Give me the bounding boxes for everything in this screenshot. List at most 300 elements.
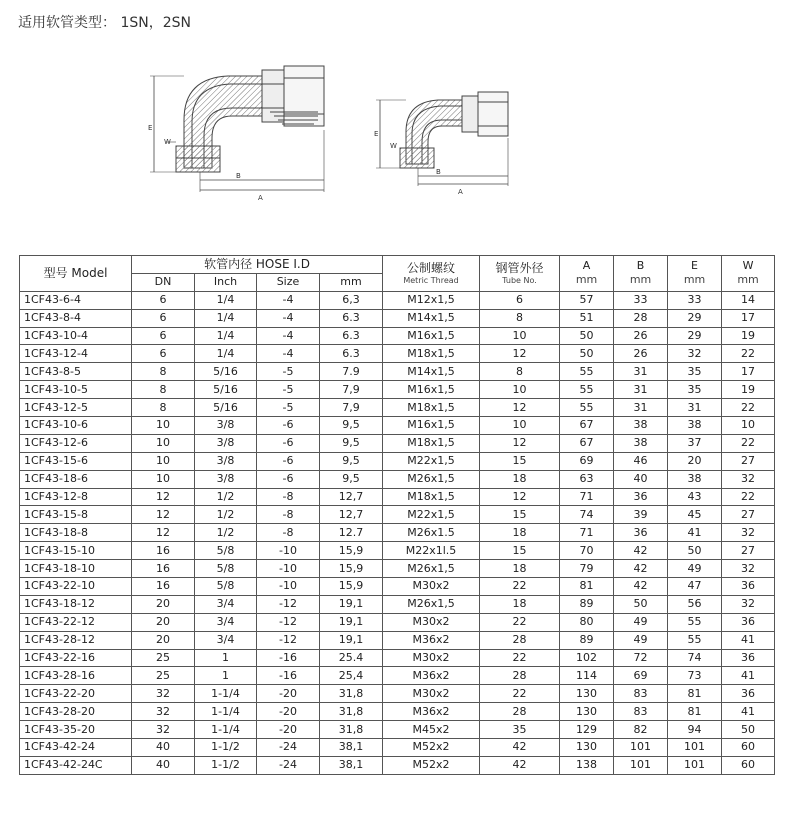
cell-b: 36 bbox=[614, 524, 668, 542]
cell-b: 101 bbox=[614, 739, 668, 757]
cell-a: 69 bbox=[560, 452, 614, 470]
cell-thread: M30x2 bbox=[383, 578, 480, 596]
cell-a: 67 bbox=[560, 417, 614, 435]
cell-model: 1CF43-42-24C bbox=[20, 756, 132, 774]
col-model-header: 型号 Model bbox=[20, 256, 132, 292]
cell-dn: 6 bbox=[132, 309, 195, 327]
cell-dn: 6 bbox=[132, 291, 195, 309]
cell-dn: 40 bbox=[132, 739, 195, 757]
cell-inch: 1-1/4 bbox=[195, 721, 257, 739]
cell-tube: 8 bbox=[480, 363, 560, 381]
cell-e: 45 bbox=[668, 506, 722, 524]
cell-w: 17 bbox=[722, 363, 775, 381]
table-row bbox=[20, 703, 775, 721]
cell-model: 1CF43-22-12 bbox=[20, 613, 132, 631]
cell-b: 31 bbox=[614, 381, 668, 399]
cell-inch: 1/4 bbox=[195, 309, 257, 327]
cell-w: 36 bbox=[722, 685, 775, 703]
cell-e: 29 bbox=[668, 309, 722, 327]
cell-e: 32 bbox=[668, 345, 722, 363]
cell-tube: 10 bbox=[480, 381, 560, 399]
cell-b: 72 bbox=[614, 649, 668, 667]
table-row bbox=[20, 542, 775, 560]
table-row bbox=[20, 506, 775, 524]
cell-mm: 25,4 bbox=[320, 667, 383, 685]
cell-size: -12 bbox=[257, 613, 320, 631]
cell-mm: 19,1 bbox=[320, 595, 383, 613]
cell-tube: 12 bbox=[480, 345, 560, 363]
cell-inch: 3/8 bbox=[195, 417, 257, 435]
table-row bbox=[20, 345, 775, 363]
cell-w: 27 bbox=[722, 506, 775, 524]
cell-dn: 16 bbox=[132, 578, 195, 596]
cell-size: -12 bbox=[257, 631, 320, 649]
cell-thread: M36x2 bbox=[383, 631, 480, 649]
cell-mm: 6.3 bbox=[320, 327, 383, 345]
cell-size: -20 bbox=[257, 703, 320, 721]
cell-thread: M30x2 bbox=[383, 613, 480, 631]
cell-inch: 1-1/4 bbox=[195, 685, 257, 703]
cell-model: 1CF43-28-20 bbox=[20, 703, 132, 721]
cell-inch: 1/4 bbox=[195, 345, 257, 363]
cell-mm: 9,5 bbox=[320, 417, 383, 435]
dim-w-label-small: W bbox=[390, 142, 397, 150]
table-row bbox=[20, 631, 775, 649]
cell-w: 41 bbox=[722, 703, 775, 721]
cell-size: -6 bbox=[257, 452, 320, 470]
cell-tube: 42 bbox=[480, 739, 560, 757]
cell-w: 22 bbox=[722, 434, 775, 452]
cell-a: 81 bbox=[560, 578, 614, 596]
cell-a: 55 bbox=[560, 381, 614, 399]
cell-tube: 35 bbox=[480, 721, 560, 739]
cell-mm: 6.3 bbox=[320, 345, 383, 363]
cell-w: 36 bbox=[722, 613, 775, 631]
cell-thread: M14x1,5 bbox=[383, 309, 480, 327]
cell-model: 1CF43-15-8 bbox=[20, 506, 132, 524]
table-row bbox=[20, 327, 775, 345]
cell-tube: 15 bbox=[480, 506, 560, 524]
cell-model: 1CF43-10-5 bbox=[20, 381, 132, 399]
cell-tube: 28 bbox=[480, 703, 560, 721]
col-thread-header: 公制螺纹 Metric Thread bbox=[383, 256, 480, 292]
cell-model: 1CF43-18-8 bbox=[20, 524, 132, 542]
cell-size: -4 bbox=[257, 291, 320, 309]
cell-dn: 10 bbox=[132, 470, 195, 488]
cell-tube: 18 bbox=[480, 595, 560, 613]
table-row bbox=[20, 685, 775, 703]
cell-e: 81 bbox=[668, 703, 722, 721]
cell-model: 1CF43-22-20 bbox=[20, 685, 132, 703]
cell-thread: M30x2 bbox=[383, 649, 480, 667]
cell-model: 1CF43-28-16 bbox=[20, 667, 132, 685]
cell-dn: 6 bbox=[132, 345, 195, 363]
cell-tube: 42 bbox=[480, 756, 560, 774]
cell-model: 1CF43-18-6 bbox=[20, 470, 132, 488]
cell-w: 36 bbox=[722, 578, 775, 596]
cell-w: 32 bbox=[722, 560, 775, 578]
table-row bbox=[20, 721, 775, 739]
cell-inch: 5/16 bbox=[195, 381, 257, 399]
cell-thread: M45x2 bbox=[383, 721, 480, 739]
cell-w: 41 bbox=[722, 667, 775, 685]
cell-a: 57 bbox=[560, 291, 614, 309]
cell-inch: 1 bbox=[195, 649, 257, 667]
cell-tube: 12 bbox=[480, 434, 560, 452]
cell-a: 70 bbox=[560, 542, 614, 560]
page-title: 适用软管类型： 1SN，2SN bbox=[18, 15, 191, 31]
cell-mm: 31,8 bbox=[320, 703, 383, 721]
cell-w: 32 bbox=[722, 595, 775, 613]
cell-tube: 22 bbox=[480, 685, 560, 703]
cell-b: 38 bbox=[614, 434, 668, 452]
cell-inch: 5/8 bbox=[195, 560, 257, 578]
table-row bbox=[20, 381, 775, 399]
cell-a: 130 bbox=[560, 739, 614, 757]
cell-mm: 12,7 bbox=[320, 506, 383, 524]
cell-dn: 25 bbox=[132, 667, 195, 685]
cell-thread: M16x1,5 bbox=[383, 417, 480, 435]
cell-e: 56 bbox=[668, 595, 722, 613]
cell-b: 42 bbox=[614, 542, 668, 560]
cell-dn: 20 bbox=[132, 613, 195, 631]
cell-w: 41 bbox=[722, 631, 775, 649]
cell-tube: 28 bbox=[480, 631, 560, 649]
cell-model: 1CF43-12-8 bbox=[20, 488, 132, 506]
cell-dn: 8 bbox=[132, 399, 195, 417]
cell-size: -4 bbox=[257, 327, 320, 345]
cell-b: 69 bbox=[614, 667, 668, 685]
cell-size: -16 bbox=[257, 667, 320, 685]
cell-inch: 1/4 bbox=[195, 291, 257, 309]
cell-e: 33 bbox=[668, 291, 722, 309]
cell-thread: M18x1,5 bbox=[383, 399, 480, 417]
cell-a: 74 bbox=[560, 506, 614, 524]
cell-inch: 1-1/2 bbox=[195, 756, 257, 774]
cell-tube: 15 bbox=[480, 542, 560, 560]
cell-tube: 8 bbox=[480, 309, 560, 327]
cell-inch: 5/16 bbox=[195, 399, 257, 417]
cell-e: 20 bbox=[668, 452, 722, 470]
cell-w: 36 bbox=[722, 649, 775, 667]
cell-size: -8 bbox=[257, 488, 320, 506]
cell-model: 1CF43-28-12 bbox=[20, 631, 132, 649]
cell-model: 1CF43-10-4 bbox=[20, 327, 132, 345]
cell-inch: 5/16 bbox=[195, 363, 257, 381]
col-size-header: Size bbox=[257, 273, 320, 291]
cell-e: 73 bbox=[668, 667, 722, 685]
cell-mm: 7,9 bbox=[320, 399, 383, 417]
cell-a: 80 bbox=[560, 613, 614, 631]
cell-size: -5 bbox=[257, 363, 320, 381]
cell-b: 39 bbox=[614, 506, 668, 524]
cell-size: -4 bbox=[257, 309, 320, 327]
table-row bbox=[20, 560, 775, 578]
cell-a: 55 bbox=[560, 363, 614, 381]
col-b-header: B mm bbox=[614, 256, 668, 292]
cell-size: -10 bbox=[257, 560, 320, 578]
cell-w: 27 bbox=[722, 452, 775, 470]
cell-thread: M12x1,5 bbox=[383, 291, 480, 309]
cell-size: -8 bbox=[257, 524, 320, 542]
cell-e: 50 bbox=[668, 542, 722, 560]
cell-dn: 32 bbox=[132, 685, 195, 703]
cell-inch: 3/4 bbox=[195, 613, 257, 631]
cell-size: -24 bbox=[257, 756, 320, 774]
cell-e: 94 bbox=[668, 721, 722, 739]
cell-b: 31 bbox=[614, 363, 668, 381]
cell-dn: 6 bbox=[132, 327, 195, 345]
cell-b: 40 bbox=[614, 470, 668, 488]
cell-dn: 16 bbox=[132, 542, 195, 560]
cell-e: 37 bbox=[668, 434, 722, 452]
cell-dn: 10 bbox=[132, 434, 195, 452]
cell-tube: 10 bbox=[480, 327, 560, 345]
cell-dn: 10 bbox=[132, 452, 195, 470]
cell-mm: 31,8 bbox=[320, 685, 383, 703]
dim-w-label: W bbox=[164, 138, 171, 146]
cell-inch: 1/2 bbox=[195, 488, 257, 506]
cell-inch: 1/4 bbox=[195, 327, 257, 345]
cell-thread: M52x2 bbox=[383, 739, 480, 757]
cell-size: -6 bbox=[257, 434, 320, 452]
col-w-header: W mm bbox=[722, 256, 775, 292]
cell-b: 26 bbox=[614, 327, 668, 345]
cell-a: 55 bbox=[560, 399, 614, 417]
cell-a: 130 bbox=[560, 703, 614, 721]
cell-b: 31 bbox=[614, 399, 668, 417]
cell-model: 1CF43-8-4 bbox=[20, 309, 132, 327]
cell-e: 49 bbox=[668, 560, 722, 578]
col-inch-header: Inch bbox=[195, 273, 257, 291]
cell-thread: M26x1.5 bbox=[383, 524, 480, 542]
cell-mm: 25.4 bbox=[320, 649, 383, 667]
cell-tube: 12 bbox=[480, 488, 560, 506]
dim-e-label: E bbox=[148, 124, 153, 132]
cell-w: 32 bbox=[722, 524, 775, 542]
cell-inch: 1/2 bbox=[195, 524, 257, 542]
cell-mm: 7.9 bbox=[320, 363, 383, 381]
cell-dn: 32 bbox=[132, 721, 195, 739]
cell-e: 43 bbox=[668, 488, 722, 506]
cell-a: 71 bbox=[560, 488, 614, 506]
cell-a: 71 bbox=[560, 524, 614, 542]
cell-inch: 3/8 bbox=[195, 452, 257, 470]
cell-b: 49 bbox=[614, 631, 668, 649]
cell-w: 17 bbox=[722, 309, 775, 327]
col-e-header: E mm bbox=[668, 256, 722, 292]
cell-model: 1CF43-6-4 bbox=[20, 291, 132, 309]
cell-a: 129 bbox=[560, 721, 614, 739]
cell-e: 31 bbox=[668, 399, 722, 417]
cell-a: 50 bbox=[560, 327, 614, 345]
cell-w: 60 bbox=[722, 739, 775, 757]
cell-mm: 38,1 bbox=[320, 756, 383, 774]
cell-b: 83 bbox=[614, 703, 668, 721]
cell-b: 82 bbox=[614, 721, 668, 739]
cell-thread: M16x1,5 bbox=[383, 381, 480, 399]
cell-w: 60 bbox=[722, 756, 775, 774]
cell-inch: 1-1/4 bbox=[195, 703, 257, 721]
cell-dn: 12 bbox=[132, 524, 195, 542]
cell-size: -12 bbox=[257, 595, 320, 613]
cell-model: 1CF43-42-24 bbox=[20, 739, 132, 757]
cell-mm: 6.3 bbox=[320, 309, 383, 327]
cell-model: 1CF43-12-4 bbox=[20, 345, 132, 363]
cell-model: 1CF43-15-6 bbox=[20, 452, 132, 470]
cell-e: 41 bbox=[668, 524, 722, 542]
cell-size: -6 bbox=[257, 470, 320, 488]
cell-size: -16 bbox=[257, 649, 320, 667]
cell-w: 19 bbox=[722, 381, 775, 399]
cell-mm: 12.7 bbox=[320, 524, 383, 542]
col-hose-id-header: 软管内径 HOSE I.D bbox=[132, 256, 383, 274]
cell-b: 28 bbox=[614, 309, 668, 327]
table-row bbox=[20, 595, 775, 613]
cell-b: 49 bbox=[614, 613, 668, 631]
cell-thread: M16x1,5 bbox=[383, 327, 480, 345]
cell-inch: 3/4 bbox=[195, 595, 257, 613]
cell-mm: 19,1 bbox=[320, 631, 383, 649]
cell-size: -4 bbox=[257, 345, 320, 363]
cell-mm: 6,3 bbox=[320, 291, 383, 309]
cell-tube: 22 bbox=[480, 578, 560, 596]
cell-a: 79 bbox=[560, 560, 614, 578]
cell-thread: M18x1,5 bbox=[383, 488, 480, 506]
cell-model: 1CF43-35-20 bbox=[20, 721, 132, 739]
cell-dn: 12 bbox=[132, 488, 195, 506]
cell-model: 1CF43-22-10 bbox=[20, 578, 132, 596]
cell-tube: 15 bbox=[480, 452, 560, 470]
cell-thread: M22x1,5 bbox=[383, 452, 480, 470]
cell-a: 102 bbox=[560, 649, 614, 667]
cell-thread: M14x1,5 bbox=[383, 363, 480, 381]
cell-e: 55 bbox=[668, 613, 722, 631]
cell-size: -24 bbox=[257, 739, 320, 757]
cell-mm: 15,9 bbox=[320, 578, 383, 596]
cell-mm: 12,7 bbox=[320, 488, 383, 506]
cell-model: 1CF43-15-10 bbox=[20, 542, 132, 560]
table-row bbox=[20, 399, 775, 417]
cell-dn: 8 bbox=[132, 381, 195, 399]
cell-tube: 10 bbox=[480, 417, 560, 435]
cell-e: 38 bbox=[668, 470, 722, 488]
cell-w: 10 bbox=[722, 417, 775, 435]
cell-model: 1CF43-8-5 bbox=[20, 363, 132, 381]
cell-dn: 12 bbox=[132, 506, 195, 524]
cell-thread: M18x1,5 bbox=[383, 434, 480, 452]
table-row bbox=[20, 434, 775, 452]
cell-e: 81 bbox=[668, 685, 722, 703]
cell-dn: 20 bbox=[132, 595, 195, 613]
cell-inch: 5/8 bbox=[195, 578, 257, 596]
dim-a-label: A bbox=[258, 194, 263, 202]
table-row bbox=[20, 291, 775, 309]
cell-thread: M36x2 bbox=[383, 667, 480, 685]
cell-w: 50 bbox=[722, 721, 775, 739]
table-row bbox=[20, 578, 775, 596]
cell-inch: 3/8 bbox=[195, 470, 257, 488]
cell-dn: 40 bbox=[132, 756, 195, 774]
cell-model: 1CF43-12-6 bbox=[20, 434, 132, 452]
cell-thread: M26x1,5 bbox=[383, 560, 480, 578]
cell-size: -8 bbox=[257, 506, 320, 524]
cell-size: -5 bbox=[257, 399, 320, 417]
table-row bbox=[20, 470, 775, 488]
cell-a: 114 bbox=[560, 667, 614, 685]
cell-b: 26 bbox=[614, 345, 668, 363]
col-a-header: A mm bbox=[560, 256, 614, 292]
cell-mm: 38,1 bbox=[320, 739, 383, 757]
cell-a: 67 bbox=[560, 434, 614, 452]
cell-inch: 1-1/2 bbox=[195, 739, 257, 757]
cell-thread: M18x1,5 bbox=[383, 345, 480, 363]
table-row bbox=[20, 309, 775, 327]
cell-e: 29 bbox=[668, 327, 722, 345]
cell-e: 74 bbox=[668, 649, 722, 667]
cell-mm: 15,9 bbox=[320, 542, 383, 560]
cell-size: -20 bbox=[257, 685, 320, 703]
cell-dn: 16 bbox=[132, 560, 195, 578]
cell-mm: 9,5 bbox=[320, 452, 383, 470]
cell-thread: M22x1l.5 bbox=[383, 542, 480, 560]
cell-w: 22 bbox=[722, 488, 775, 506]
cell-thread: M36x2 bbox=[383, 703, 480, 721]
table-row bbox=[20, 667, 775, 685]
cell-model: 1CF43-18-10 bbox=[20, 560, 132, 578]
cell-dn: 25 bbox=[132, 649, 195, 667]
cell-e: 55 bbox=[668, 631, 722, 649]
cell-e: 101 bbox=[668, 739, 722, 757]
cell-tube: 6 bbox=[480, 291, 560, 309]
cell-b: 42 bbox=[614, 578, 668, 596]
cell-b: 36 bbox=[614, 488, 668, 506]
cell-size: -5 bbox=[257, 381, 320, 399]
cell-w: 27 bbox=[722, 542, 775, 560]
cell-dn: 20 bbox=[132, 631, 195, 649]
table-row bbox=[20, 524, 775, 542]
cell-a: 89 bbox=[560, 631, 614, 649]
cell-w: 19 bbox=[722, 327, 775, 345]
cell-a: 130 bbox=[560, 685, 614, 703]
dim-b-label: B bbox=[236, 172, 241, 180]
cell-b: 50 bbox=[614, 595, 668, 613]
cell-w: 14 bbox=[722, 291, 775, 309]
cell-e: 35 bbox=[668, 363, 722, 381]
col-tube-header: 钢管外径 Tube No. bbox=[480, 256, 560, 292]
cell-tube: 12 bbox=[480, 399, 560, 417]
cell-a: 50 bbox=[560, 345, 614, 363]
cell-mm: 19,1 bbox=[320, 613, 383, 631]
cell-thread: M30x2 bbox=[383, 685, 480, 703]
cell-mm: 31,8 bbox=[320, 721, 383, 739]
table-row bbox=[20, 488, 775, 506]
cell-thread: M26x1,5 bbox=[383, 595, 480, 613]
cell-model: 1CF43-10-6 bbox=[20, 417, 132, 435]
cell-mm: 9,5 bbox=[320, 434, 383, 452]
cell-dn: 8 bbox=[132, 363, 195, 381]
cell-thread: M22x1,5 bbox=[383, 506, 480, 524]
cell-e: 101 bbox=[668, 756, 722, 774]
cell-tube: 18 bbox=[480, 524, 560, 542]
cell-b: 38 bbox=[614, 417, 668, 435]
table-row bbox=[20, 739, 775, 757]
cell-inch: 5/8 bbox=[195, 542, 257, 560]
cell-e: 38 bbox=[668, 417, 722, 435]
cell-b: 83 bbox=[614, 685, 668, 703]
cell-e: 47 bbox=[668, 578, 722, 596]
col-dn-header: DN bbox=[132, 273, 195, 291]
